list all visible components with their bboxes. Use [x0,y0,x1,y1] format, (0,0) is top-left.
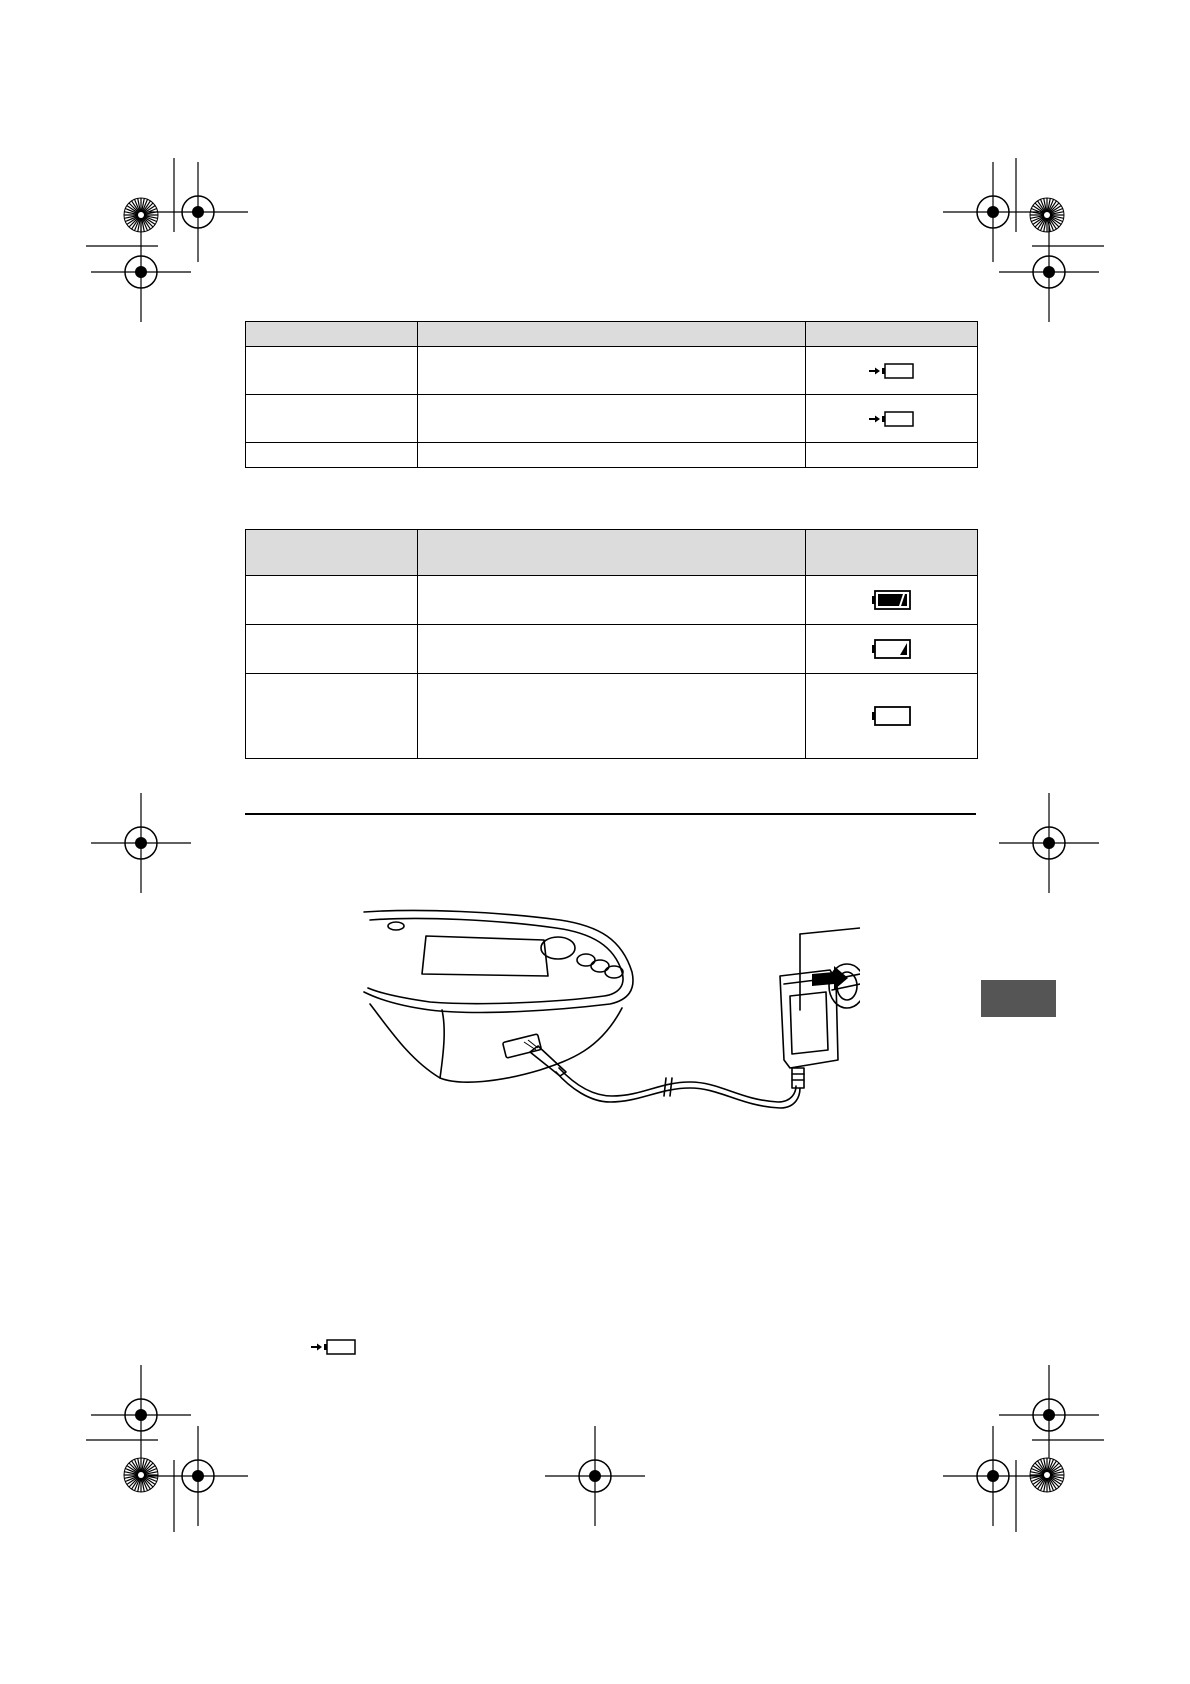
table-1-header [246,322,978,347]
battery-charge-icon [311,1339,357,1355]
battery-charge-icon [869,411,915,427]
table-icon-cell [806,395,978,443]
table-cell [246,625,418,674]
table-cell [418,443,806,468]
battery-charge-icon [869,363,915,379]
table-cell [246,443,418,468]
battery-low-icon [872,639,912,659]
table-cell [246,347,418,395]
table-cell [246,395,418,443]
table-2-header-col3 [806,530,978,576]
table-row [246,347,978,395]
battery-empty-icon [872,706,912,726]
table-1-header-col2 [418,322,806,347]
table-cell [246,674,418,759]
table-2-header-col1 [246,530,418,576]
table-row [246,674,978,759]
table-cell [418,674,806,759]
section-divider [245,813,976,815]
table-icon-cell [806,674,978,759]
table-cell [806,443,978,468]
table-1 [245,321,978,468]
battery-full-icon [872,590,912,610]
table-row [246,625,978,674]
section-tab-marker [981,980,1056,1017]
table-1-header-col1 [246,322,418,347]
table-cell [418,395,806,443]
table-row [246,395,978,443]
table-icon-cell [806,576,978,625]
table-cell [246,576,418,625]
monitor-with-ac-adapter-illustration [360,900,860,1120]
table-row [246,576,978,625]
table-2 [245,529,978,759]
table-row [246,443,978,468]
table-2-header [246,530,978,576]
table-2-header-col2 [418,530,806,576]
table-icon-cell [806,347,978,395]
table-1-header-col3 [806,322,978,347]
table-cell [418,625,806,674]
table-icon-cell [806,625,978,674]
table-cell [418,576,806,625]
table-cell [418,347,806,395]
